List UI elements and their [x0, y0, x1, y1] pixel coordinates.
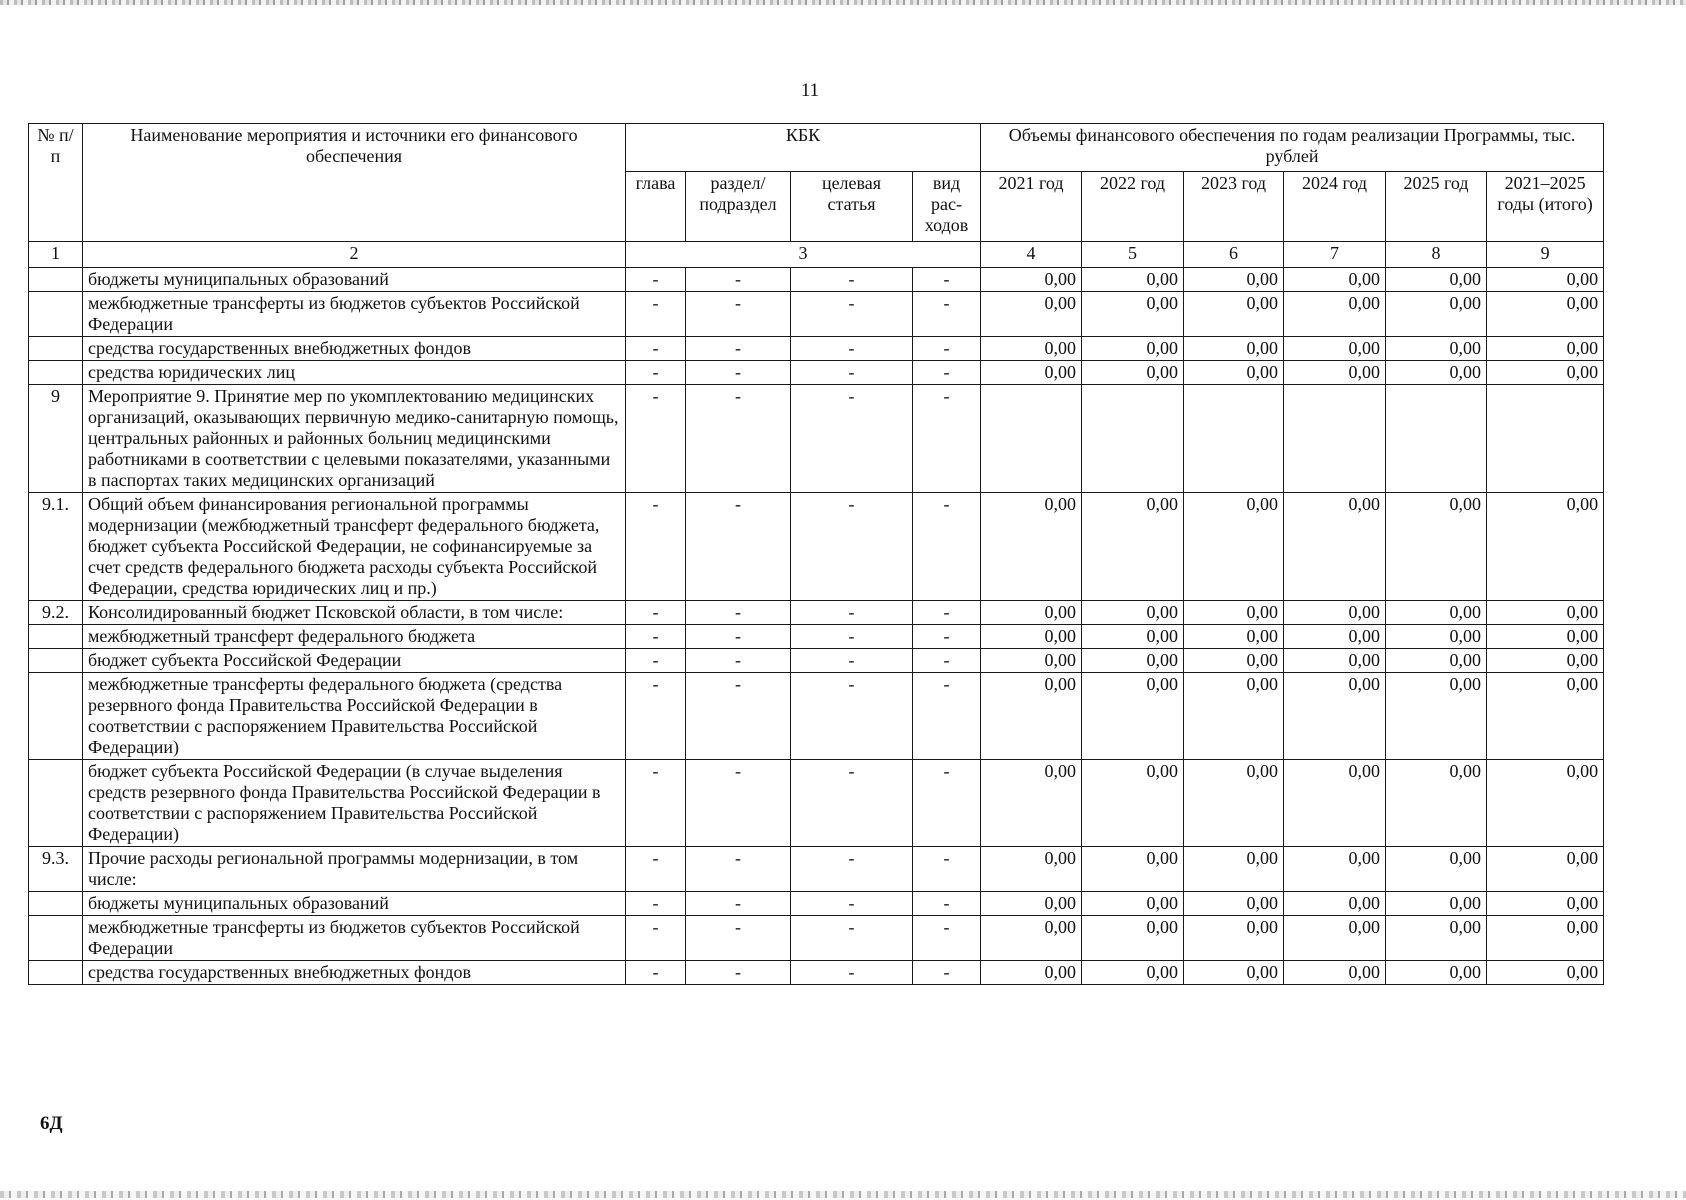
- value-total: 0,00: [1487, 892, 1604, 916]
- kbk-vid: -: [913, 601, 981, 625]
- kbk-glava: -: [626, 385, 686, 493]
- kbk-vid: -: [913, 916, 981, 961]
- kbk-tselevaya: -: [791, 493, 913, 601]
- kbk-razdel: -: [686, 625, 791, 649]
- colnum-7: 7: [1284, 242, 1386, 268]
- kbk-vid: -: [913, 292, 981, 337]
- kbk-vid: -: [913, 361, 981, 385]
- kbk-tselevaya: -: [791, 601, 913, 625]
- scan-edge-bottom: [0, 1191, 1686, 1198]
- kbk-tselevaya: -: [791, 625, 913, 649]
- value-2021: [981, 385, 1082, 493]
- value-total: 0,00: [1487, 292, 1604, 337]
- value-total: 0,00: [1487, 337, 1604, 361]
- colnum-1: 1: [29, 242, 83, 268]
- value-2023: 0,00: [1184, 292, 1284, 337]
- value-2021: 0,00: [981, 493, 1082, 601]
- kbk-vid: -: [913, 760, 981, 847]
- kbk-glava: -: [626, 760, 686, 847]
- value-2021: 0,00: [981, 916, 1082, 961]
- value-2025: 0,00: [1386, 892, 1487, 916]
- header-kbk: КБК: [626, 124, 981, 172]
- header-2023: 2023 год: [1184, 172, 1284, 242]
- row-name: Мероприятие 9. Принятие мер по укомплектованию медицинских организаций, оказывающих первичную медико-санитарную помощь, центральных районных и районных больниц медицинскими работниками в соответствии с целевыми показателями, указанными в паспортах таких медицинских организаций: [83, 385, 626, 493]
- kbk-razdel: -: [686, 493, 791, 601]
- value-2022: 0,00: [1082, 892, 1184, 916]
- kbk-glava: -: [626, 847, 686, 892]
- header-2022: 2022 год: [1082, 172, 1184, 242]
- table-row: [29, 361, 1604, 385]
- value-2021: 0,00: [981, 961, 1082, 985]
- table-row: [29, 673, 1604, 760]
- kbk-tselevaya: -: [791, 268, 913, 292]
- kbk-tselevaya: -: [791, 673, 913, 760]
- header-2021: 2021 год: [981, 172, 1082, 242]
- value-total: 0,00: [1487, 601, 1604, 625]
- kbk-razdel: -: [686, 361, 791, 385]
- row-number: [29, 961, 83, 985]
- row-number: [29, 916, 83, 961]
- row-number: [29, 292, 83, 337]
- colnum-8: 8: [1386, 242, 1487, 268]
- value-2021: 0,00: [981, 673, 1082, 760]
- value-total: 0,00: [1487, 493, 1604, 601]
- kbk-tselevaya: -: [791, 337, 913, 361]
- value-2022: 0,00: [1082, 292, 1184, 337]
- colnum-9: 9: [1487, 242, 1604, 268]
- value-2025: 0,00: [1386, 601, 1487, 625]
- value-total: 0,00: [1487, 649, 1604, 673]
- kbk-vid: -: [913, 673, 981, 760]
- colnum-6: 6: [1184, 242, 1284, 268]
- row-name: межбюджетный трансферт федерального бюджета: [83, 625, 626, 649]
- row-name: средства государственных внебюджетных фондов: [83, 337, 626, 361]
- header-name: Наименование мероприятия и источники его финансового обеспечения: [83, 124, 626, 242]
- value-2024: 0,00: [1284, 601, 1386, 625]
- value-2021: 0,00: [981, 649, 1082, 673]
- kbk-razdel: -: [686, 268, 791, 292]
- header-glava: глава: [626, 172, 686, 242]
- value-2025: 0,00: [1386, 292, 1487, 337]
- value-total: [1487, 385, 1604, 493]
- kbk-razdel: -: [686, 892, 791, 916]
- value-2022: 0,00: [1082, 847, 1184, 892]
- value-2021: 0,00: [981, 337, 1082, 361]
- value-2025: 0,00: [1386, 268, 1487, 292]
- value-2024: 0,00: [1284, 493, 1386, 601]
- table-row: [29, 649, 1604, 673]
- financing-table: [28, 123, 1604, 985]
- kbk-glava: -: [626, 649, 686, 673]
- value-total: 0,00: [1487, 361, 1604, 385]
- kbk-glava: -: [626, 292, 686, 337]
- header-num: № п/п: [29, 124, 83, 242]
- value-2024: 0,00: [1284, 892, 1386, 916]
- row-number: [29, 760, 83, 847]
- value-2022: 0,00: [1082, 493, 1184, 601]
- table-row: [29, 961, 1604, 985]
- colnum-5: 5: [1082, 242, 1184, 268]
- colnum-4: 4: [981, 242, 1082, 268]
- value-2021: 0,00: [981, 361, 1082, 385]
- value-2025: 0,00: [1386, 493, 1487, 601]
- value-2023: [1184, 385, 1284, 493]
- kbk-vid: -: [913, 649, 981, 673]
- table-row: [29, 847, 1604, 892]
- value-2021: 0,00: [981, 847, 1082, 892]
- colnum-3: 3: [626, 242, 981, 268]
- value-2023: 0,00: [1184, 649, 1284, 673]
- header-razdel: раздел/ подраздел: [686, 172, 791, 242]
- kbk-glava: -: [626, 673, 686, 760]
- colnum-2: 2: [83, 242, 626, 268]
- value-2024: 0,00: [1284, 268, 1386, 292]
- value-2022: 0,00: [1082, 961, 1184, 985]
- table-row: [29, 601, 1604, 625]
- table-row: [29, 493, 1604, 601]
- row-name: бюджеты муниципальных образований: [83, 268, 626, 292]
- value-2023: 0,00: [1184, 847, 1284, 892]
- value-total: 0,00: [1487, 760, 1604, 847]
- table-row: [29, 292, 1604, 337]
- value-2021: 0,00: [981, 292, 1082, 337]
- kbk-razdel: -: [686, 847, 791, 892]
- table-header: [29, 124, 1604, 268]
- kbk-glava: -: [626, 601, 686, 625]
- value-total: 0,00: [1487, 847, 1604, 892]
- row-number: [29, 361, 83, 385]
- value-2023: 0,00: [1184, 760, 1284, 847]
- row-name: бюджеты муниципальных образований: [83, 892, 626, 916]
- kbk-vid: -: [913, 493, 981, 601]
- value-2022: 0,00: [1082, 625, 1184, 649]
- table-body: [29, 268, 1604, 985]
- value-2023: 0,00: [1184, 493, 1284, 601]
- header-total: 2021–2025 годы (итого): [1487, 172, 1604, 242]
- value-2022: 0,00: [1082, 361, 1184, 385]
- value-2023: 0,00: [1184, 916, 1284, 961]
- row-number: [29, 337, 83, 361]
- row-number: 9.2.: [29, 601, 83, 625]
- value-2022: 0,00: [1082, 760, 1184, 847]
- value-total: 0,00: [1487, 268, 1604, 292]
- kbk-glava: -: [626, 337, 686, 361]
- value-2025: 0,00: [1386, 760, 1487, 847]
- header-volumes: Объемы финансового обеспечения по годам реализации Программы, тыс. рублей: [981, 124, 1604, 172]
- kbk-razdel: -: [686, 760, 791, 847]
- kbk-tselevaya: -: [791, 292, 913, 337]
- kbk-glava: -: [626, 361, 686, 385]
- value-2023: 0,00: [1184, 961, 1284, 985]
- value-total: 0,00: [1487, 916, 1604, 961]
- value-2022: 0,00: [1082, 337, 1184, 361]
- row-number: [29, 649, 83, 673]
- kbk-tselevaya: -: [791, 385, 913, 493]
- value-2024: 0,00: [1284, 361, 1386, 385]
- kbk-tselevaya: -: [791, 961, 913, 985]
- kbk-razdel: -: [686, 337, 791, 361]
- value-2023: 0,00: [1184, 361, 1284, 385]
- kbk-vid: -: [913, 961, 981, 985]
- kbk-glava: -: [626, 961, 686, 985]
- value-2024: 0,00: [1284, 625, 1386, 649]
- kbk-tselevaya: -: [791, 916, 913, 961]
- row-number: [29, 673, 83, 760]
- table-row: [29, 385, 1604, 493]
- kbk-tselevaya: -: [791, 649, 913, 673]
- value-2021: 0,00: [981, 625, 1082, 649]
- value-2025: 0,00: [1386, 361, 1487, 385]
- value-2025: 0,00: [1386, 961, 1487, 985]
- value-2021: 0,00: [981, 892, 1082, 916]
- value-2023: 0,00: [1184, 268, 1284, 292]
- header-vid: вид рас- ходов: [913, 172, 981, 242]
- value-2021: 0,00: [981, 268, 1082, 292]
- value-2025: [1386, 385, 1487, 493]
- table-row: [29, 892, 1604, 916]
- kbk-tselevaya: -: [791, 361, 913, 385]
- kbk-vid: -: [913, 385, 981, 493]
- kbk-tselevaya: -: [791, 847, 913, 892]
- row-name: бюджет субъекта Российской Федерации: [83, 649, 626, 673]
- kbk-vid: -: [913, 892, 981, 916]
- value-2021: 0,00: [981, 601, 1082, 625]
- value-2022: [1082, 385, 1184, 493]
- value-total: 0,00: [1487, 961, 1604, 985]
- row-name: средства юридических лиц: [83, 361, 626, 385]
- value-2024: 0,00: [1284, 649, 1386, 673]
- kbk-tselevaya: -: [791, 892, 913, 916]
- value-2021: 0,00: [981, 760, 1082, 847]
- value-2025: 0,00: [1386, 847, 1487, 892]
- row-name: средства государственных внебюджетных фондов: [83, 961, 626, 985]
- value-2025: 0,00: [1386, 673, 1487, 760]
- kbk-glava: -: [626, 892, 686, 916]
- value-2025: 0,00: [1386, 916, 1487, 961]
- kbk-glava: -: [626, 493, 686, 601]
- kbk-razdel: -: [686, 601, 791, 625]
- value-2023: 0,00: [1184, 337, 1284, 361]
- kbk-glava: -: [626, 268, 686, 292]
- value-2024: 0,00: [1284, 916, 1386, 961]
- table-row: [29, 916, 1604, 961]
- value-2024: 0,00: [1284, 292, 1386, 337]
- value-2022: 0,00: [1082, 268, 1184, 292]
- value-2025: 0,00: [1386, 625, 1487, 649]
- value-2024: 0,00: [1284, 961, 1386, 985]
- table-row: [29, 337, 1604, 361]
- row-number: [29, 268, 83, 292]
- row-name: межбюджетные трансферты из бюджетов субъектов Российской Федерации: [83, 292, 626, 337]
- footer-code: 6Д: [40, 1113, 63, 1134]
- value-2023: 0,00: [1184, 601, 1284, 625]
- kbk-razdel: -: [686, 385, 791, 493]
- value-2023: 0,00: [1184, 625, 1284, 649]
- table-row: [29, 625, 1604, 649]
- kbk-glava: -: [626, 916, 686, 961]
- row-name: межбюджетные трансферты федерального бюджета (средства резервного фонда Правительства Российской Федерации в соответствии с распоряжением Правительства Российской Федерации): [83, 673, 626, 760]
- kbk-tselevaya: -: [791, 760, 913, 847]
- value-2022: 0,00: [1082, 649, 1184, 673]
- value-2024: 0,00: [1284, 760, 1386, 847]
- row-name: Общий объем финансирования региональной программы модернизации (межбюджетный трансферт федерального бюджета, бюджет субъекта Российской Федерации, не софинансируемые за счет средств федерального бюджета расходы субъекта Российской Федерации, средства юридических лиц и пр.): [83, 493, 626, 601]
- kbk-razdel: -: [686, 916, 791, 961]
- row-number: 9.3.: [29, 847, 83, 892]
- row-name: Консолидированный бюджет Псковской области, в том числе:: [83, 601, 626, 625]
- value-2024: 0,00: [1284, 673, 1386, 760]
- value-2024: 0,00: [1284, 337, 1386, 361]
- value-2022: 0,00: [1082, 673, 1184, 760]
- kbk-vid: -: [913, 268, 981, 292]
- kbk-razdel: -: [686, 673, 791, 760]
- kbk-razdel: -: [686, 961, 791, 985]
- row-name: бюджет субъекта Российской Федерации (в случае выделения средств резервного фонда Правительства Российской Федерации в соответствии с распоряжением Правительства Российской Федерации): [83, 760, 626, 847]
- kbk-vid: -: [913, 337, 981, 361]
- value-total: 0,00: [1487, 625, 1604, 649]
- value-2022: 0,00: [1082, 916, 1184, 961]
- row-number: [29, 892, 83, 916]
- kbk-razdel: -: [686, 292, 791, 337]
- value-total: 0,00: [1487, 673, 1604, 760]
- table-row: [29, 760, 1604, 847]
- value-2024: [1284, 385, 1386, 493]
- row-name: Прочие расходы региональной программы модернизации, в том числе:: [83, 847, 626, 892]
- row-number: [29, 625, 83, 649]
- header-2025: 2025 год: [1386, 172, 1487, 242]
- value-2025: 0,00: [1386, 649, 1487, 673]
- kbk-vid: -: [913, 847, 981, 892]
- row-name: межбюджетные трансферты из бюджетов субъектов Российской Федерации: [83, 916, 626, 961]
- value-2023: 0,00: [1184, 673, 1284, 760]
- table-row: [29, 268, 1604, 292]
- kbk-glava: -: [626, 625, 686, 649]
- kbk-vid: -: [913, 625, 981, 649]
- value-2022: 0,00: [1082, 601, 1184, 625]
- value-2024: 0,00: [1284, 847, 1386, 892]
- row-number: 9.1.: [29, 493, 83, 601]
- row-number: 9: [29, 385, 83, 493]
- scan-edge-top: [0, 0, 1686, 5]
- value-2023: 0,00: [1184, 892, 1284, 916]
- header-tselevaya: целевая статья: [791, 172, 913, 242]
- value-2025: 0,00: [1386, 337, 1487, 361]
- kbk-razdel: -: [686, 649, 791, 673]
- header-2024: 2024 год: [1284, 172, 1386, 242]
- page-number: 11: [800, 80, 820, 101]
